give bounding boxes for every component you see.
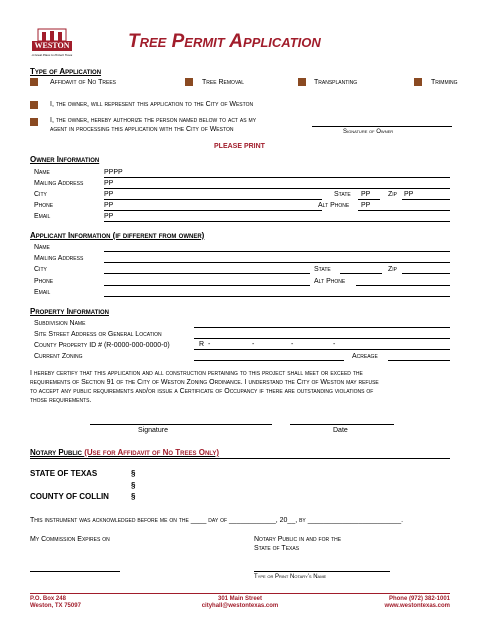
owner-alt-phone-label: Alt Phone <box>318 202 350 209</box>
owner-represent-text: I, the owner, will represent this application to the City of Weston <box>50 101 254 108</box>
notary-divider <box>30 458 450 459</box>
county-id-line[interactable] <box>194 349 450 350</box>
county-id-prefix: R <box>199 341 205 348</box>
applicant-name-line[interactable] <box>104 251 450 252</box>
owner-city-line <box>104 199 322 200</box>
cert-line4: those requirements. <box>30 397 92 404</box>
site-address-line[interactable] <box>194 338 450 339</box>
applicant-email-label: Email <box>34 289 51 296</box>
checkbox-transplanting[interactable] <box>298 78 306 86</box>
applicant-state-label: State <box>314 266 331 273</box>
owner-heading: Owner Information <box>30 155 100 164</box>
notary-heading-text: Notary Public <box>30 448 82 457</box>
applicant-zip-label: Zip <box>388 266 397 273</box>
applicant-alt-phone-label: Alt Phone <box>314 278 346 285</box>
cert-date-line[interactable] <box>290 424 394 425</box>
owner-phone-value[interactable]: PP <box>104 202 114 209</box>
applicant-email-line[interactable] <box>104 296 450 297</box>
cert-signature-label: Signature <box>138 427 168 434</box>
owner-zip-line <box>402 199 450 200</box>
footer-street: 301 Main Street <box>217 596 263 602</box>
notary-heading-note: (Use for Affidavit of No Trees Only) <box>84 448 220 457</box>
owner-name-value[interactable]: PPPP <box>104 169 123 176</box>
owner-name-line <box>104 177 450 178</box>
owner-email-value[interactable]: PP <box>104 213 114 220</box>
owner-zip-value[interactable]: PP <box>404 191 414 198</box>
owner-mailing-label: Mailing Address <box>34 180 84 187</box>
notary-heading <box>30 448 219 457</box>
checkbox-owner-represent[interactable] <box>30 101 38 109</box>
applicant-mailing-line[interactable] <box>104 262 450 263</box>
footer-website[interactable]: www.westontexas.com <box>384 603 450 609</box>
page-title: Tree Permit Application <box>128 31 321 52</box>
owner-state-line <box>358 199 380 200</box>
applicant-name-label: Name <box>34 244 50 251</box>
option-trimming: Trimming <box>431 79 458 86</box>
cert-date-label: Date <box>333 427 348 434</box>
footer-divider <box>30 593 450 594</box>
logo-text: WESTON <box>34 41 70 50</box>
applicant-heading: Applicant Information (if different from owner) <box>30 231 205 240</box>
please-print: PLEASE PRINT <box>214 143 265 150</box>
owner-phone-line <box>104 210 322 211</box>
section-symbol-3: § <box>131 492 136 501</box>
notary-public-line1: Notary Public in and for the <box>254 536 342 543</box>
applicant-state-line[interactable] <box>340 273 382 274</box>
footer-email[interactable]: cityhall@westontexas.com <box>201 603 279 609</box>
commission-date-line[interactable] <box>30 571 120 572</box>
owner-state-value[interactable]: PP <box>361 191 371 198</box>
section-symbol-1: § <box>131 469 136 478</box>
checkbox-authorize-agent[interactable] <box>30 118 38 126</box>
commission-expires-label: My Commission Expires on <box>30 536 110 543</box>
applicant-mailing-label: Mailing Address <box>34 255 84 262</box>
checkbox-affidavit[interactable] <box>30 78 38 86</box>
county-id-dash2: - <box>252 341 255 348</box>
section-symbol-2: § <box>131 481 136 490</box>
property-heading: Property Information <box>30 307 110 316</box>
owner-city-value[interactable]: PP <box>104 191 114 198</box>
option-affidavit: Affidavit of No Trees <box>50 79 117 86</box>
cert-line1: I hereby certify that this application and all construction pertaining to this project shall meet or exceed the <box>30 370 363 377</box>
zoning-label: Current Zoning <box>34 353 83 360</box>
owner-mailing-line <box>104 188 450 189</box>
state-of-texas: STATE OF TEXAS <box>30 469 98 478</box>
authorize-agent-line2: agent in processing this application with the City of Weston <box>50 126 234 133</box>
notary-name-line[interactable] <box>254 571 390 572</box>
applicant-city-label: City <box>34 266 47 273</box>
footer-phone: Phone (972) 382-1001 <box>388 596 450 602</box>
owner-alt-phone-line <box>358 210 450 211</box>
owner-email-line <box>104 221 450 222</box>
owner-alt-phone-value[interactable]: PP <box>361 202 371 209</box>
owner-signature-label: Signature of Owner <box>343 129 394 135</box>
cert-line2: requirements of Section 91 of the City of Weston Zoning Ordinance. I understand the City of Weston may refuse <box>30 379 379 386</box>
owner-zip-label: Zip <box>388 191 397 198</box>
checkbox-trimming[interactable] <box>414 78 422 86</box>
owner-mailing-value[interactable]: PP <box>104 180 114 187</box>
acknowledgment-text: This instrument was acknowledged before me on the ____ day of ____________, 20__, by ________________________. <box>30 517 404 524</box>
county-id-dash3: - <box>291 341 294 348</box>
owner-signature-line[interactable] <box>312 126 452 127</box>
county-of-collin: COUNTY OF COLLIN <box>30 492 109 501</box>
footer-city-state: Weston, TX 75097 <box>30 603 81 609</box>
applicant-zip-line[interactable] <box>402 273 450 274</box>
applicant-alt-phone-line[interactable] <box>356 285 450 286</box>
checkbox-tree-removal[interactable] <box>185 78 193 86</box>
site-address-label: Site Street Address or General Location <box>34 331 162 338</box>
cert-signature-line[interactable] <box>90 424 272 425</box>
city-logo <box>30 27 74 61</box>
county-id-label: County Property ID # (R-0000-000-0000-0) <box>34 342 170 349</box>
type-heading: Type of Application <box>30 67 102 76</box>
county-id-dash1: - <box>208 341 211 348</box>
owner-name-label: Name <box>34 169 50 176</box>
acreage-line[interactable] <box>388 360 450 361</box>
type-print-notary-label: Type or Print Notary's Name <box>254 574 327 580</box>
option-transplanting: Transplanting <box>314 79 358 86</box>
owner-state-label: State <box>334 191 351 198</box>
cert-line3: to accept any public requirements and/or issue a Certificate of Occupancy if there are outstanding violations of <box>30 388 374 395</box>
notary-public-line2: State of Texas <box>254 545 300 552</box>
applicant-phone-label: Phone <box>34 278 54 285</box>
applicant-city-line[interactable] <box>104 273 310 274</box>
zoning-line[interactable] <box>194 360 344 361</box>
acreage-label: Acreage <box>352 353 378 360</box>
applicant-phone-line[interactable] <box>104 285 310 286</box>
subdivision-label: Subdivision Name <box>34 320 86 327</box>
owner-phone-label: Phone <box>34 202 54 209</box>
owner-city-label: City <box>34 191 47 198</box>
authorize-agent-line1: I, the owner, hereby authorize the person named below to act as my <box>50 117 257 124</box>
county-id-dash4: - <box>333 341 336 348</box>
owner-email-label: Email <box>34 213 51 220</box>
option-tree-removal: Tree Removal <box>202 79 245 86</box>
logo-tagline: A Great Place to Protect Trees <box>31 53 73 57</box>
subdivision-line[interactable] <box>194 327 450 328</box>
footer-po-box: P.O. Box 248 <box>30 596 66 602</box>
